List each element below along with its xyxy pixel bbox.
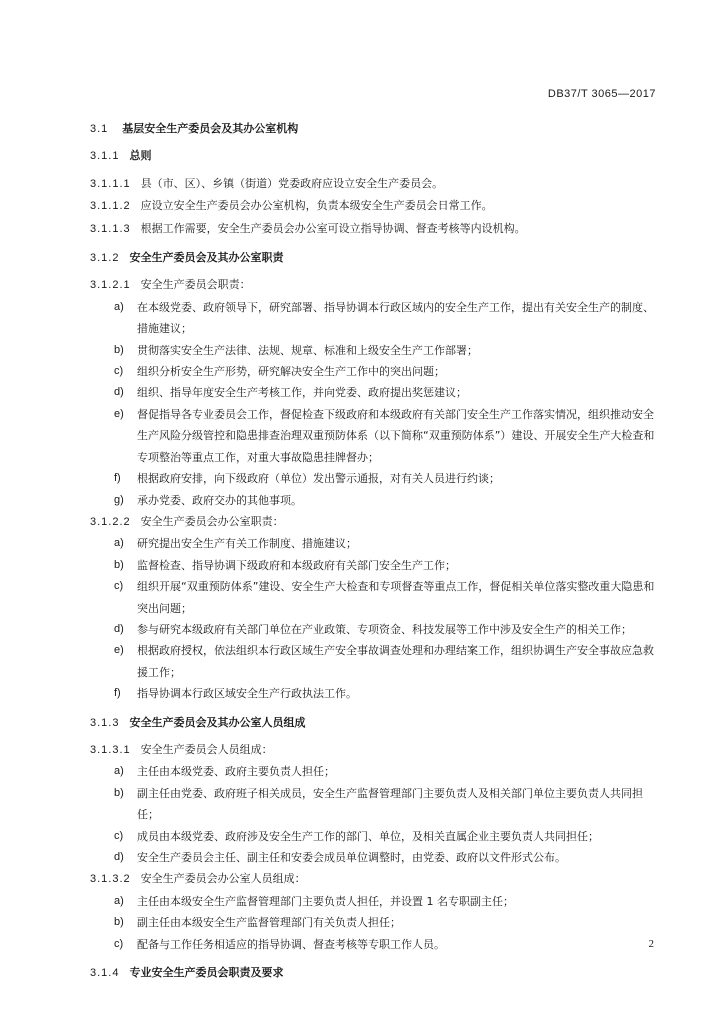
clause-text: 安全生产委员会办公室人员组成： — [140, 872, 306, 886]
clause-3-1-3-2 — [90, 868, 658, 890]
list-item-text: 研究提出安全生产有关工作制度、措施建议； — [137, 537, 357, 551]
list-item — [90, 297, 658, 340]
clause-number: 3.1.2.1 — [90, 279, 131, 292]
list-item-text: 指导协调本行政区域安全生产行政执法工作。 — [137, 687, 357, 701]
list-marker: d) — [114, 622, 124, 635]
list-item-text: 组织、指导年度安全生产考核工作，并向党委、政府提出奖惩建议； — [137, 386, 467, 400]
list-item — [90, 683, 658, 704]
section-number: 3.1 — [90, 123, 109, 135]
list-item-text: 副主任由党委、政府班子相关成员，安全生产监督管理部门主要负责人及相关部门单位主要负责人共同担任； — [137, 786, 643, 822]
list-marker: b) — [114, 343, 124, 356]
clause-number: 3.1.3.1 — [90, 743, 131, 756]
list-item — [90, 847, 658, 868]
clause-3-1-2-1 — [90, 274, 658, 296]
list-item-text: 承办党委、政府交办的其他事项。 — [137, 493, 302, 507]
list-3-1-3-2 — [90, 891, 658, 955]
section-heading-3-1-2 — [90, 247, 658, 269]
list-item — [90, 783, 658, 826]
list-marker: f) — [114, 687, 121, 700]
list-item-text: 主任由本级安全生产监督管理部门主要负责人担任，并设置 1 名专职副主任； — [137, 894, 514, 908]
list-item — [90, 826, 658, 847]
section-number: 3.1.4 — [90, 967, 120, 980]
list-item — [90, 490, 658, 511]
clause-3-1-1-3 — [90, 218, 658, 240]
section-title: 安全生产委员会及其办公室人员组成 — [129, 715, 306, 729]
list-item-text: 副主任由本级安全生产监督管理部门有关负责人担任； — [137, 916, 401, 930]
document-body — [90, 118, 658, 984]
list-item-text: 贯彻落实安全生产法律、法规、规章、标准和上级安全生产工作部署； — [137, 343, 478, 357]
list-item-text: 根据政府安排，向下级政府（单位）发出警示通报，对有关人员进行约谈； — [137, 472, 500, 486]
list-item — [90, 533, 658, 554]
clause-number: 3.1.1.3 — [90, 222, 131, 235]
section-heading-3-1-1 — [90, 145, 658, 167]
list-marker: d) — [114, 851, 124, 863]
section-heading-3-1 — [90, 118, 658, 140]
section-number: 3.1.3 — [90, 716, 120, 729]
list-item — [90, 934, 658, 955]
clause-text: 应设立安全生产委员会办公室机构，负责本级安全生产委员会日常工作。 — [140, 199, 493, 213]
list-marker: b) — [114, 558, 124, 571]
list-item — [90, 361, 658, 382]
list-marker: f) — [114, 472, 121, 485]
page-number: 2 — [648, 938, 654, 950]
list-item-text: 成员由本级党委、政府涉及安全生产工作的部门、单位，及相关直属企业主要负责人共同担任； — [137, 829, 599, 843]
list-3-1-2-1 — [90, 297, 658, 511]
list-marker: b) — [114, 916, 124, 929]
list-marker: c) — [114, 829, 124, 842]
section-number: 3.1.1 — [90, 150, 120, 163]
clause-number: 3.1.3.2 — [90, 873, 131, 886]
clause-text: 安全生产委员会职责： — [140, 278, 251, 292]
section-title: 基层安全生产委员会及其办公室机构 — [122, 122, 299, 135]
section-heading-3-1-3 — [90, 712, 658, 734]
clause-number: 3.1.1.2 — [90, 200, 131, 213]
list-marker: a) — [114, 765, 124, 778]
list-3-1-3-1 — [90, 761, 658, 868]
list-item — [90, 640, 658, 683]
list-item — [90, 576, 658, 619]
section-title: 安全生产委员会及其办公室职责 — [129, 251, 284, 265]
clause-text: 根据工作需要，安全生产委员会办公室可设立指导协调、督查考核等内设机构。 — [140, 221, 526, 235]
list-item-text: 督促指导各专业委员会工作，督促检查下级政府和本级政府有关部门安全生产工作落实情况，组织推动安全生产风险分级管控和隐患排查治理双重预防体系（以下简称“双重预防体系”）建设、开展安全生产大检查和专项整治等重点工作，对重大事故隐患挂牌督办； — [137, 407, 655, 464]
list-marker: d) — [114, 386, 124, 399]
clause-3-1-3-1 — [90, 739, 658, 761]
section-number: 3.1.2 — [90, 252, 120, 265]
list-item-text: 在本级党委、政府领导下，研究部署、指导协调本行政区域内的安全生产工作，提出有关安全生产的制度、措施建议； — [137, 300, 654, 336]
section-title: 总则 — [129, 149, 152, 163]
list-item-text: 监督检查、指导协调下级政府和本级政府有关部门安全生产工作； — [137, 558, 456, 572]
standard-code: DB37/T 3065—2017 — [547, 88, 656, 100]
list-item — [90, 891, 658, 912]
clause-3-1-1-2 — [90, 195, 658, 217]
clause-text: 县（市、区）、乡镇（街道）党委政府应设立安全生产委员会。 — [140, 176, 444, 190]
list-marker: c) — [114, 937, 124, 950]
section-heading-3-1-4 — [90, 962, 658, 984]
list-item — [90, 555, 658, 576]
list-marker: c) — [114, 365, 124, 378]
clause-number: 3.1.2.2 — [90, 515, 131, 528]
list-item-text: 组织开展“双重预防体系”建设、安全生产大检查和专项督查等重点工作，督促相关单位落实整改重大隐患和突出问题； — [137, 580, 655, 615]
clause-3-1-1-1 — [90, 173, 658, 195]
list-item-text: 安全生产委员会主任、副主任和安委会成员单位调整时，由党委、政府以文件形式公布。 — [137, 851, 566, 864]
list-item-text: 主任由本级党委、政府主要负责人担任； — [137, 765, 335, 779]
list-item — [90, 619, 658, 640]
list-marker: a) — [114, 300, 124, 313]
list-marker: e) — [114, 407, 124, 420]
list-item-text: 根据政府授权，依法组织本行政区域生产安全事故调查处理和办理结案工作，组织协调生产安全事故应急救援工作； — [137, 644, 654, 679]
list-item — [90, 404, 658, 468]
list-marker: e) — [114, 644, 124, 657]
list-item — [90, 761, 658, 782]
list-item — [90, 468, 658, 489]
list-item — [90, 340, 658, 361]
clause-text: 安全生产委员会办公室职责： — [140, 514, 284, 528]
list-marker: g) — [114, 493, 124, 506]
list-item-text: 配备与工作任务相适应的指导协调、督查考核等专职工作人员。 — [137, 937, 445, 951]
list-item-text: 组织分析安全生产形势，研究解决安全生产工作中的突出问题； — [137, 365, 445, 379]
clause-3-1-2-2 — [90, 511, 658, 533]
list-item-text: 参与研究本级政府有关部门单位在产业政策、专项资金、科技发展等工作中涉及安全生产的相关工作； — [137, 622, 632, 636]
clause-text: 安全生产委员会人员组成： — [140, 742, 273, 756]
list-marker: a) — [114, 537, 124, 550]
clause-number: 3.1.1.1 — [90, 177, 131, 190]
list-marker: b) — [114, 786, 124, 799]
list-marker: a) — [114, 894, 124, 907]
list-item — [90, 382, 658, 403]
list-3-1-2-2 — [90, 533, 658, 704]
section-title: 专业安全生产委员会职责及要求 — [129, 966, 284, 980]
list-item — [90, 912, 658, 933]
list-marker: c) — [114, 580, 124, 593]
